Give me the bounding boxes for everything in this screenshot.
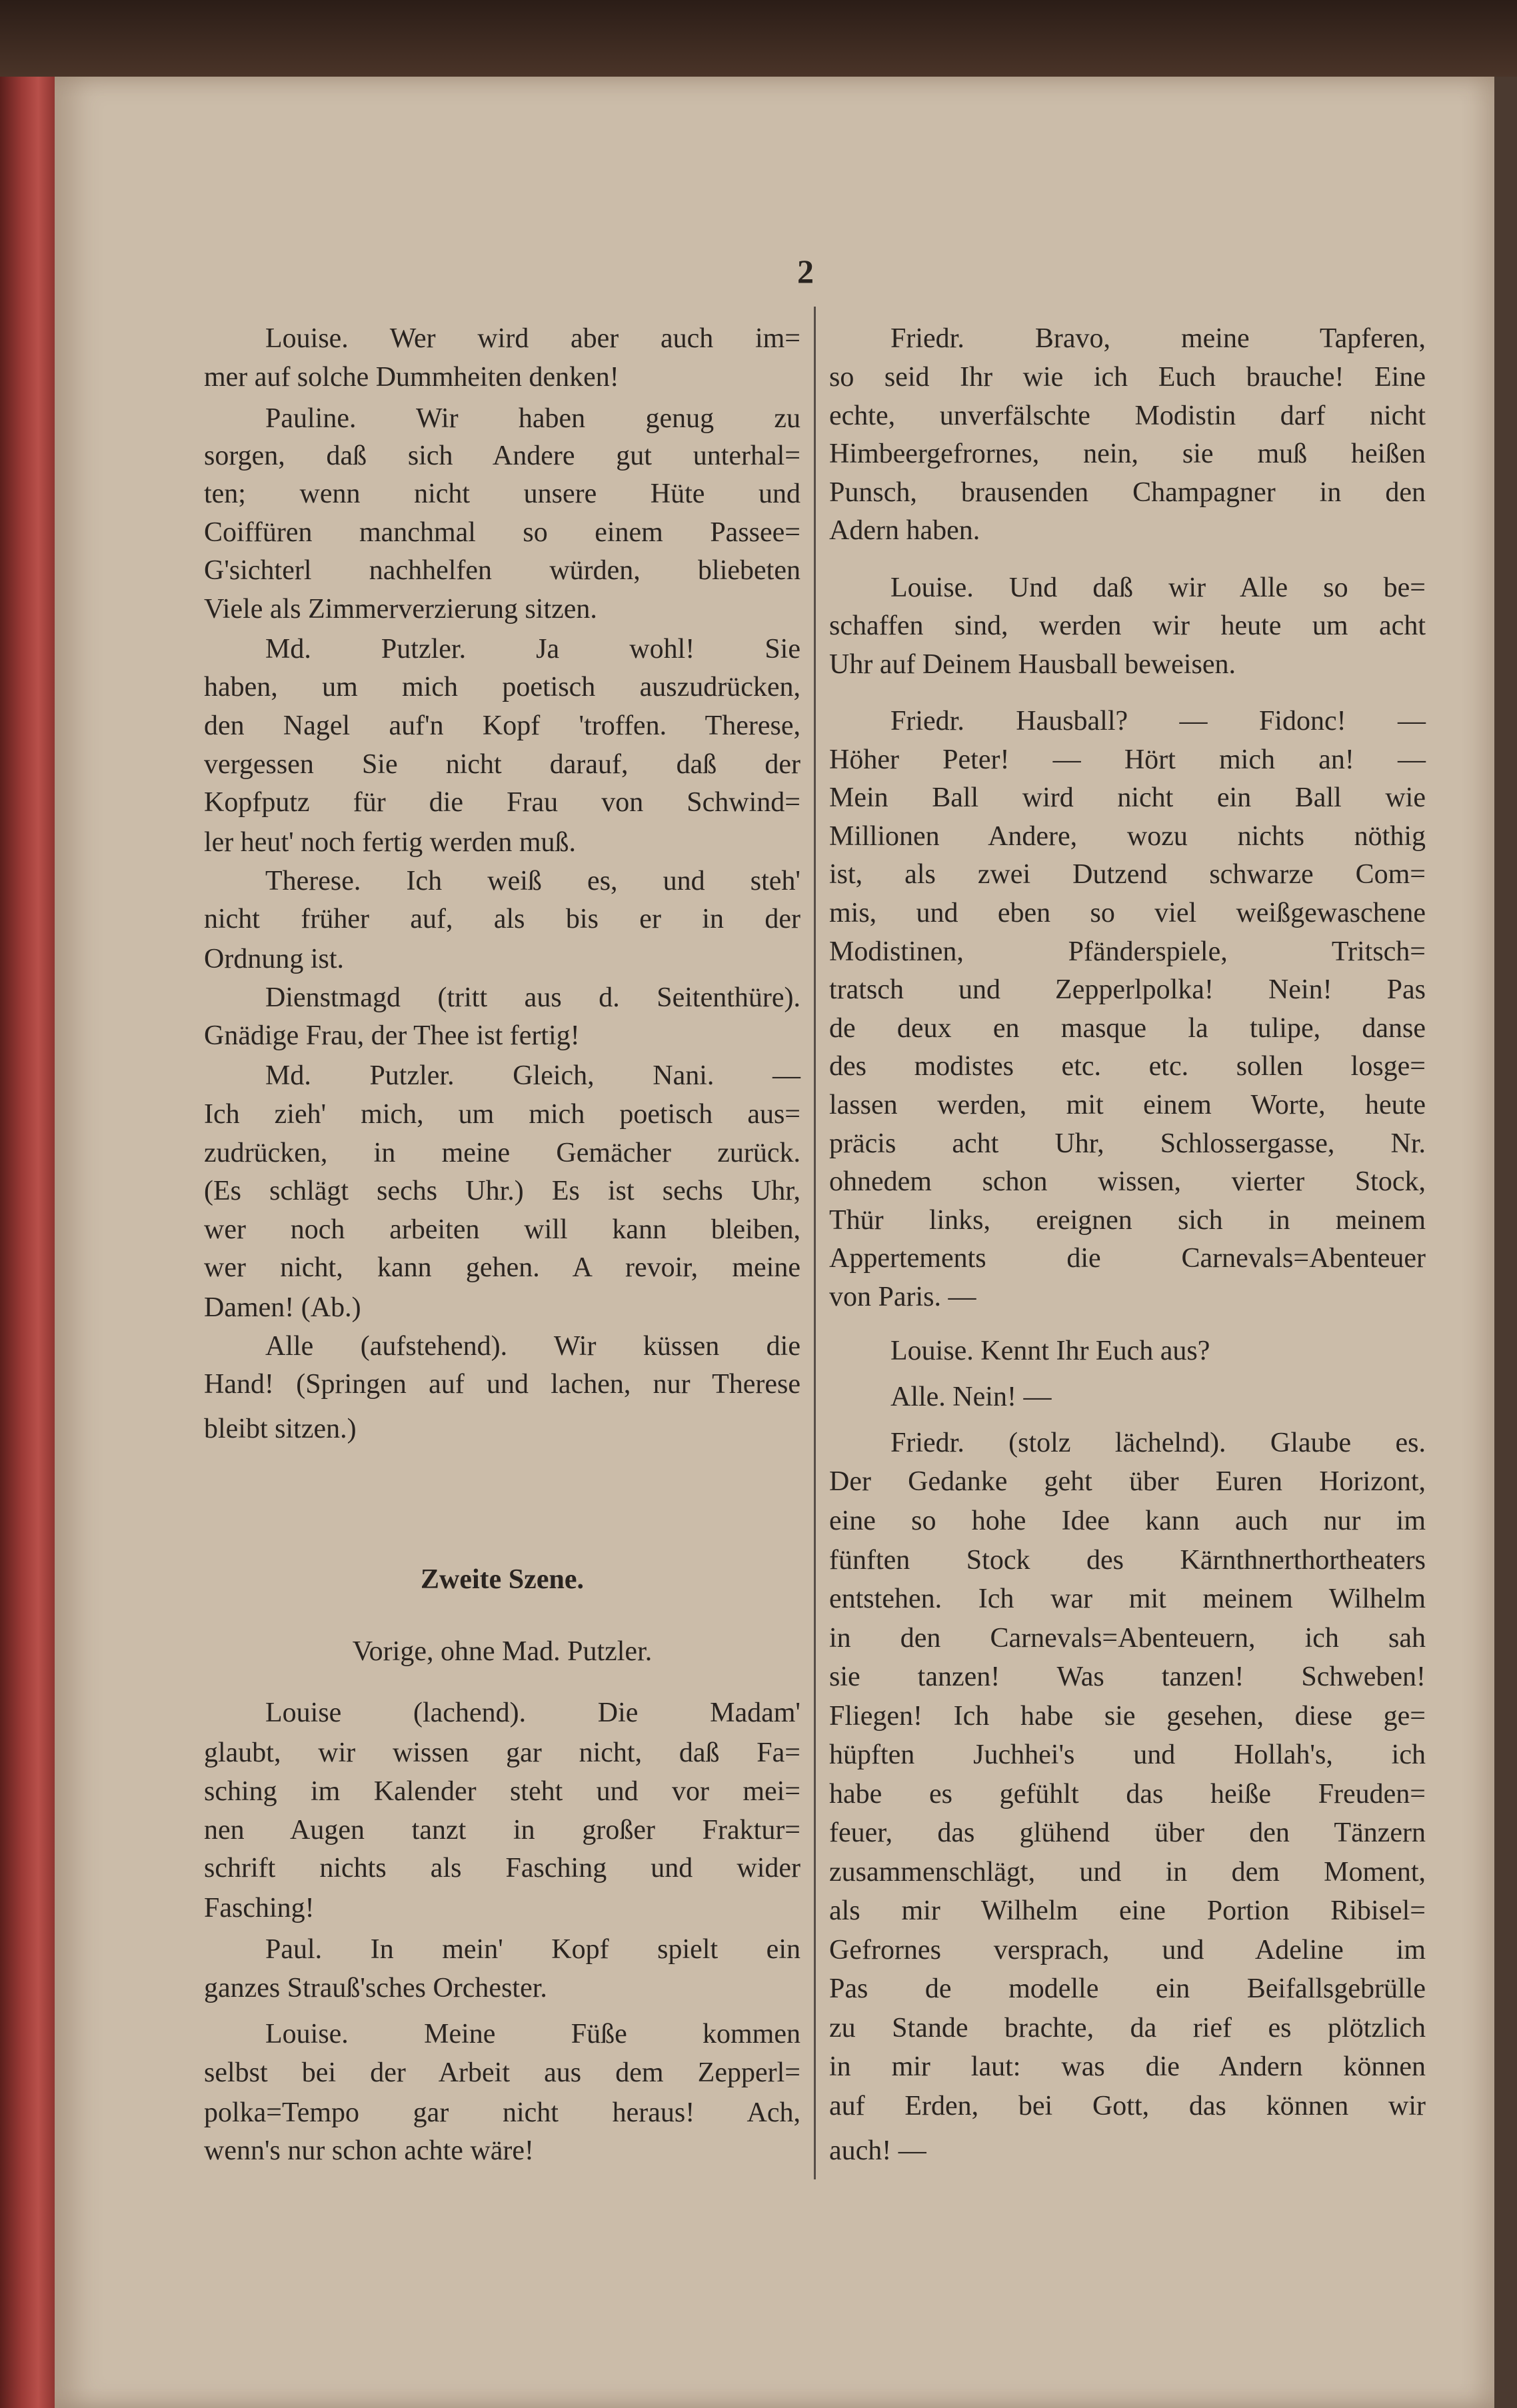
text-line: Millionen Andere, wozu nichts nöthig: [829, 821, 1426, 852]
text-line: den Nagel auf'n Kopf 'troffen. Therese,: [204, 710, 800, 741]
text-line: selbst bei der Arbeit aus dem Zepperl=: [204, 2057, 800, 2088]
text-line: präcis acht Uhr, Schlossergasse, Nr.: [829, 1128, 1426, 1159]
text-line: hüpften Juchhei's und Hollah's, ich: [829, 1740, 1426, 1770]
text-line: auf Erden, bei Gott, das können wir: [829, 2091, 1426, 2121]
book-cover-top-edge: [0, 0, 1517, 77]
text-line: Friedr. Bravo, meine Tapferen,: [890, 323, 1426, 354]
text-line: ler heut' noch fertig werden muß.: [204, 827, 577, 858]
text-line: wer noch arbeiten will kann bleiben,: [204, 1214, 800, 1245]
text-line: glaubt, wir wissen gar nicht, daß Fa=: [204, 1738, 800, 1768]
text-line: Louise (lachend). Die Madam': [265, 1698, 800, 1728]
text-line: mer auf solche Dummheiten denken!: [204, 362, 619, 393]
text-line: Vorige, ohne Mad. Putzler.: [352, 1636, 653, 1667]
text-line: Ich zieh' mich, um mich poetisch aus=: [204, 1099, 800, 1130]
text-line: mis, und eben so viel weißgewaschene: [829, 898, 1426, 928]
text-line: Pauline. Wir haben genug zu: [265, 403, 800, 434]
text-line: Friedr. Hausball? — Fidonc! —: [890, 706, 1426, 736]
text-line: von Paris. —: [829, 1282, 976, 1312]
text-line: lassen werden, mit einem Worte, heute: [829, 1090, 1426, 1120]
text-line: ohnedem schon wissen, vierter Stock,: [829, 1166, 1426, 1197]
text-line: Hand! (Springen auf und lachen, nur Therese: [204, 1369, 800, 1400]
book-cover-right-edge: [1494, 77, 1517, 2408]
text-line: Fliegen! Ich habe sie gesehen, diese ge=: [829, 1701, 1426, 1732]
text-line: Dienstmagd (tritt aus d. Seitenthüre).: [265, 982, 800, 1013]
scene-heading: Zweite Szene.: [421, 1564, 584, 1595]
text-line: Damen! (Ab.): [204, 1292, 361, 1323]
text-line: Louise. Wer wird aber auch im=: [265, 323, 800, 354]
text-line: habe es gefühlt das heiße Freuden=: [829, 1779, 1426, 1809]
text-line: Fasching!: [204, 1893, 315, 1923]
text-line: Mein Ball wird nicht ein Ball wie: [829, 782, 1426, 813]
text-line: Alle (aufstehend). Wir küssen die: [265, 1331, 800, 1362]
text-line: zudrücken, in meine Gemächer zurück.: [204, 1138, 800, 1168]
text-line: wer nicht, kann gehen. A revoir, meine: [204, 1252, 800, 1283]
page-number: 2: [797, 253, 814, 290]
text-line: polka=Tempo gar nicht heraus! Ach,: [204, 2097, 800, 2128]
text-line: Louise. Kennt Ihr Euch aus?: [890, 1336, 1210, 1366]
text-line: Louise. Und daß wir Alle so be=: [890, 573, 1426, 603]
text-line: Appertements die Carnevals=Abenteuer: [829, 1243, 1426, 1274]
text-line: tratsch und Zepperlpolka! Nein! Pas: [829, 974, 1426, 1005]
text-line: eine so hohe Idee kann auch nur im: [829, 1506, 1426, 1536]
text-line: Friedr. (stolz lächelnd). Glaube es.: [890, 1428, 1426, 1458]
text-line: in mir laut: was die Andern können: [829, 2051, 1426, 2082]
text-line: Kopfputz für die Frau von Schwind=: [204, 787, 800, 818]
text-line: Höher Peter! — Hört mich an! —: [829, 744, 1426, 775]
text-line: bleibt sitzen.): [204, 1414, 357, 1444]
text-line: Viele als Zimmerverzierung sitzen.: [204, 594, 597, 624]
text-line: Md. Putzler. Ja wohl! Sie: [265, 634, 800, 664]
text-line: Himbeergefrornes, nein, sie muß heißen: [829, 439, 1426, 469]
text-line: schaffen sind, werden wir heute um acht: [829, 610, 1426, 641]
text-line: sorgen, daß sich Andere gut unterhal=: [204, 441, 800, 471]
text-line: auch! —: [829, 2135, 926, 2166]
text-line: sching im Kalender steht und vor mei=: [204, 1776, 800, 1807]
text-line: ten; wenn nicht unsere Hüte und: [204, 479, 800, 509]
text-line: Paul. In mein' Kopf spielt ein: [265, 1934, 800, 1965]
book-red-page-edges: [0, 77, 55, 2408]
text-line: sie tanzen! Was tanzen! Schweben!: [829, 1662, 1426, 1692]
text-line: wenn's nur schon achte wäre!: [204, 2135, 535, 2166]
text-line: nen Augen tanzt in großer Fraktur=: [204, 1815, 800, 1845]
text-line: schrift nichts als Fasching und wider: [204, 1853, 800, 1883]
text-line: Punsch, brausenden Champagner in den: [829, 477, 1426, 508]
text-line: Der Gedanke geht über Euren Horizont,: [829, 1466, 1426, 1497]
text-line: als mir Wilhelm eine Portion Ribisel=: [829, 1895, 1426, 1926]
text-line: in den Carnevals=Abenteuern, ich sah: [829, 1623, 1426, 1654]
text-line: so seid Ihr wie ich Euch brauche! Eine: [829, 362, 1426, 393]
text-line: Pas de modelle ein Beifallsgebrülle: [829, 1973, 1426, 2004]
text-line: (Es schlägt sechs Uhr.) Es ist sechs Uhr,: [204, 1176, 800, 1206]
text-line: entstehen. Ich war mit meinem Wilhelm: [829, 1584, 1426, 1614]
text-line: Md. Putzler. Gleich, Nani. —: [265, 1060, 800, 1091]
text-line: G'sichterl nachhelfen würden, bliebeten: [204, 555, 800, 586]
text-line: Gefrornes versprach, und Adeline im: [829, 1935, 1426, 1965]
text-line: haben, um mich poetisch auszudrücken,: [204, 672, 800, 702]
text-line: de deux en masque la tulipe, danse: [829, 1013, 1426, 1044]
column-divider: [814, 307, 816, 2179]
text-line: zusammenschlägt, und in dem Moment,: [829, 1857, 1426, 1887]
text-line: ganzes Strauß'sches Orchester.: [204, 1973, 547, 2003]
text-line: nicht früher auf, als bis er in der: [204, 904, 800, 934]
text-line: vergessen Sie nicht darauf, daß der: [204, 749, 800, 780]
text-line: Louise. Meine Füße kommen: [265, 2019, 800, 2049]
text-line: Adern haben.: [829, 515, 980, 546]
text-line: feuer, das glühend über den Tänzern: [829, 1817, 1426, 1848]
text-line: Therese. Ich weiß es, und steh': [265, 866, 800, 896]
text-line: zu Stande brachte, da rief es plötzlich: [829, 2013, 1426, 2043]
text-line: ist, als zwei Dutzend schwarze Com=: [829, 859, 1426, 890]
text-line: Gnädige Frau, der Thee ist fertig!: [204, 1020, 580, 1051]
text-line: Modistinen, Pfänderspiele, Tritsch=: [829, 936, 1426, 967]
text-line: Coiffüren manchmal so einem Passee=: [204, 517, 800, 548]
text-line: Ordnung ist.: [204, 944, 344, 974]
text-line: Uhr auf Deinem Hausball beweisen.: [829, 649, 1236, 680]
text-line: Alle. Nein! —: [890, 1382, 1052, 1412]
text-line: echte, unverfälschte Modistin darf nicht: [829, 401, 1426, 431]
text-line: des modistes etc. etc. sollen losge=: [829, 1051, 1426, 1082]
text-line: Thür links, ereignen sich in meinem: [829, 1205, 1426, 1236]
text-line: fünften Stock des Kärnthnerthortheaters: [829, 1545, 1426, 1576]
